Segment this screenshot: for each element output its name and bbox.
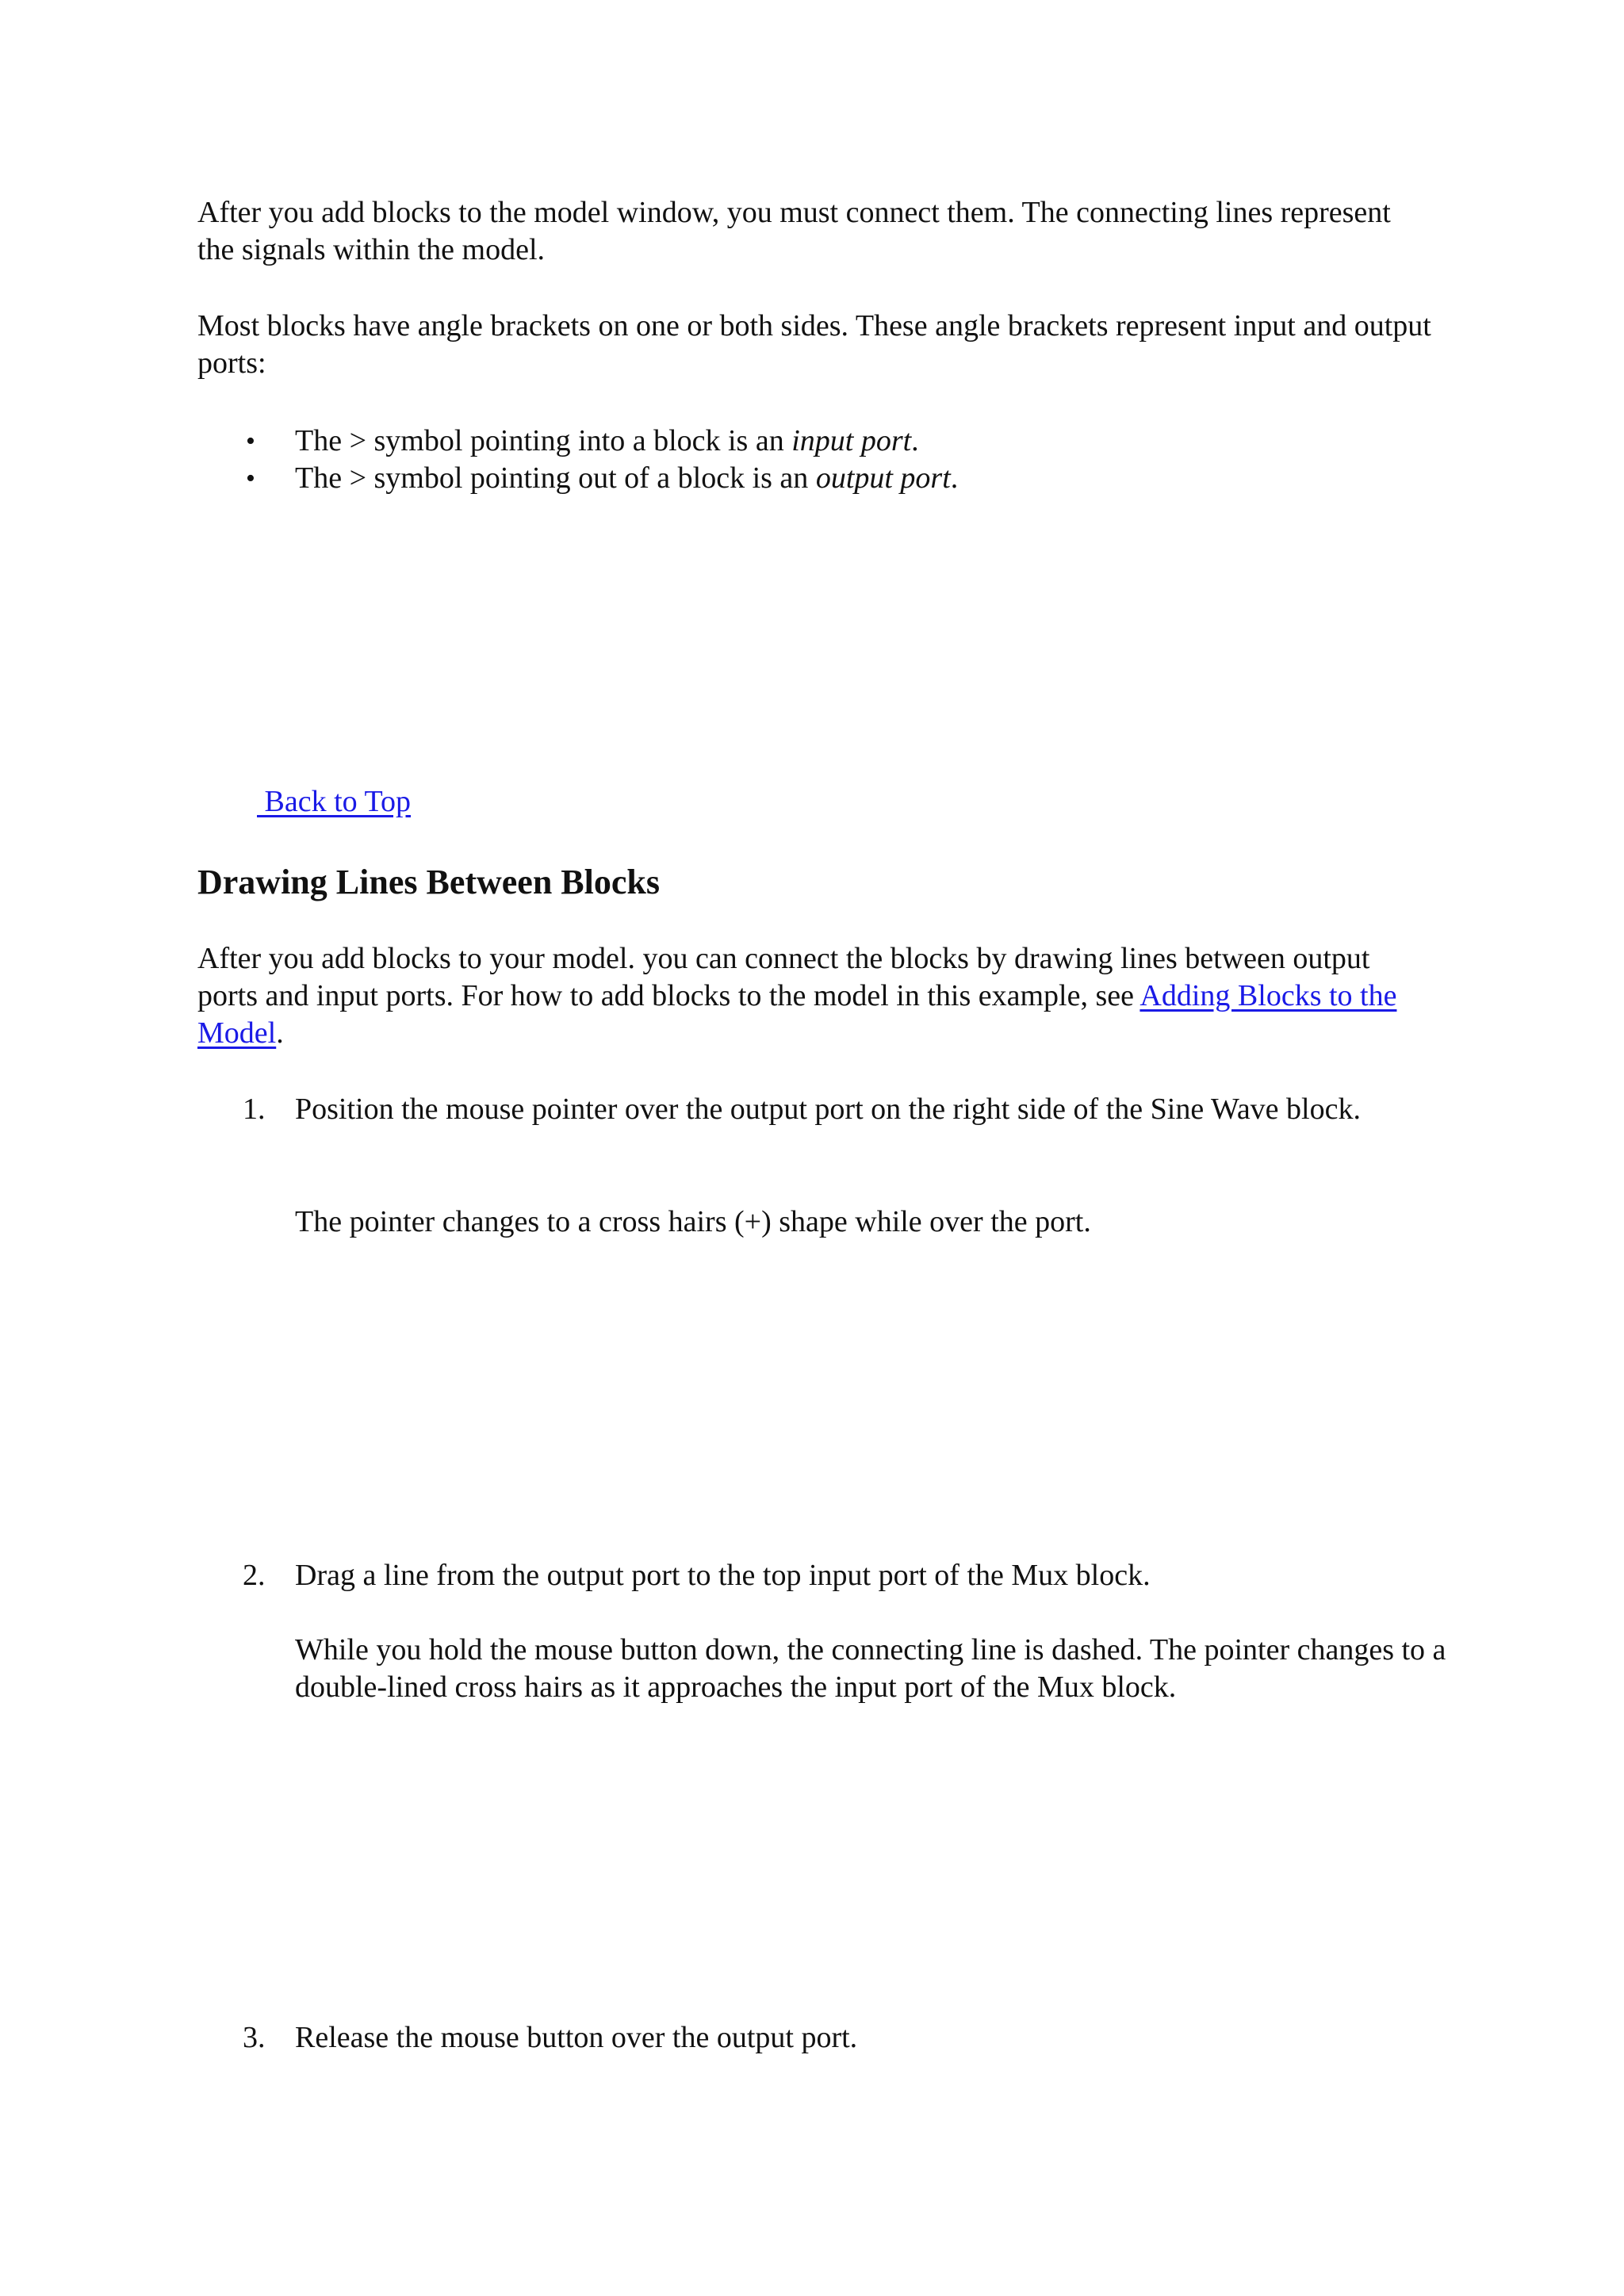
step-number: 1.	[243, 1093, 266, 1126]
step-note-text: The pointer changes to a cross hairs (+) shape while over the port.	[295, 1205, 1091, 1238]
step-number: 2.	[243, 1559, 266, 1592]
step-text: Position the mouse pointer over the output port on the right side of the Sine Wave block.	[295, 1093, 1361, 1126]
bullet-text-prefix: The > symbol pointing out of a block is an	[295, 461, 816, 495]
step-text: Drag a line from the output port to the top input port of the Mux block.	[295, 1559, 1151, 1592]
bullet-emphasis: input port	[791, 424, 912, 457]
bullet-text-suffix: .	[911, 424, 919, 457]
intro-paragraph-2: Most blocks have angle brackets on one or both sides. These angle brackets represent input and output ports:	[197, 309, 1431, 380]
section-intro-text: After you add blocks to your model. you can connect the blocks by drawing lines between output ports and input ports. For how to add blocks to the model in this example, see	[197, 942, 1370, 1012]
section-intro-paragraph	[197, 940, 1434, 1052]
intro-paragraph-1: After you add blocks to the model window, you must connect them. The connecting lines represent the signals within the model.	[197, 196, 1391, 266]
step-note-text: While you hold the mouse button down, the connecting line is dashed. The pointer changes to a double-lined cross hairs as it approaches the input port of the Mux block.	[295, 1633, 1446, 1704]
bullet-text-prefix: The > symbol pointing into a block is an	[295, 424, 792, 457]
step-number: 3.	[243, 2021, 266, 2054]
bullet-emphasis: output port	[815, 461, 951, 495]
section-intro-end: .	[276, 1016, 284, 1050]
bullet-text-suffix: .	[950, 461, 959, 495]
bullet-icon: •	[246, 427, 255, 456]
step-text: Release the mouse button over the output port.	[295, 2021, 858, 2054]
section-heading: Drawing Lines Between Blocks	[197, 863, 660, 901]
back-to-top-link[interactable]: Back to Top	[257, 785, 412, 818]
adding-blocks-link[interactable]: Adding Blocks to the Model	[197, 979, 1397, 1050]
bullet-text	[295, 423, 919, 460]
bullet-text	[295, 460, 958, 497]
bullet-icon: •	[246, 464, 255, 493]
